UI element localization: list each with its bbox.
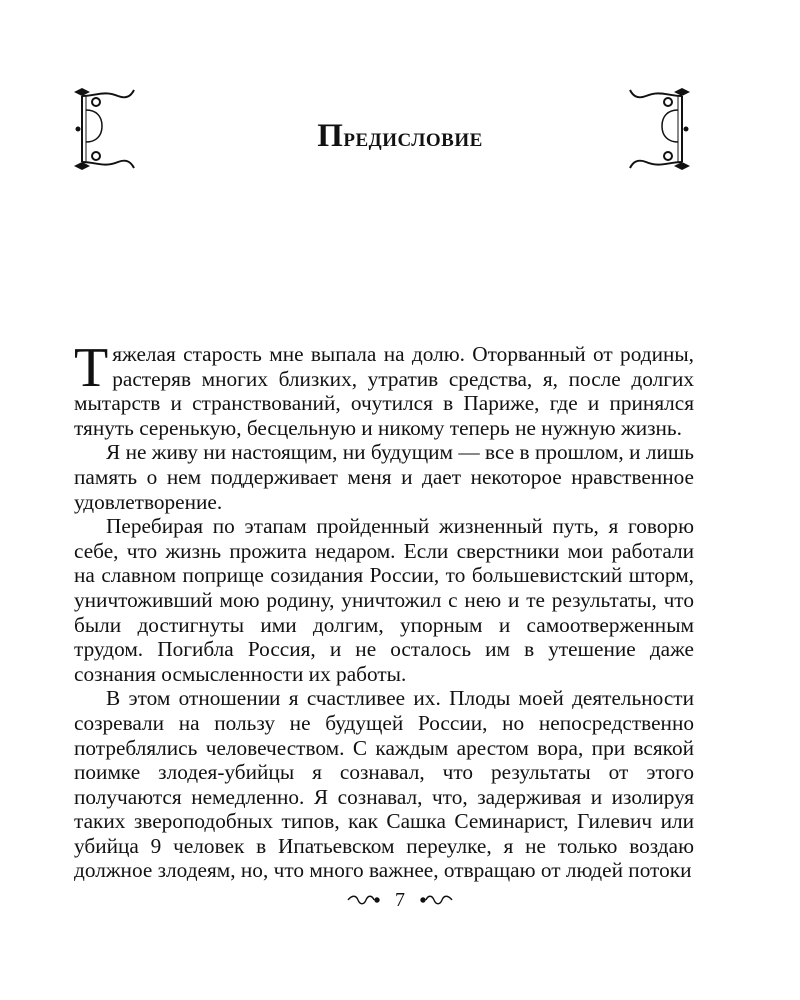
chapter-title-initial: П — [317, 118, 344, 154]
body-text — [74, 337, 694, 883]
paragraph: Я не живу ни настоящим, ни будущим — все в прошлом, и лишь память о нем поддерживает меня и дает некоторое нравственное удовлетворение. — [74, 440, 694, 514]
paragraph: В этом отношении я счастливее их. Плоды моей деятельности созревали на пользу не будущей России, но непосредственно потреблялись человечеством. С каждым арестом вора, при всякой поимке злодея-убийцы я сознавал, что результаты от этого получаются немедленно. Я сознавал, что, задерживая и изолируя таких звероподобных типов, как Сашка Семинарист, Гилевич или убийца 9 человек в Ипатьевском переулке, я не только воздаю должное злодеям, но, что много важнее, отвращаю от людей потоки — [74, 686, 694, 883]
page-footer — [0, 888, 800, 912]
page-number: 7 — [395, 888, 405, 911]
footer-flourish-right-icon — [420, 893, 454, 907]
footer-flourish-left-icon — [346, 893, 380, 907]
paragraph-text: яжелая старость мне выпала на долю. Оторванный от родины, растеряв многих близких, утратив средства, я, после долгих мытарств и странствований, очутился в Париже, где и принялся тянуть серенькую, бесцельную и никому теперь не нужную жизнь. — [74, 342, 694, 440]
chapter-title — [0, 118, 800, 155]
paragraph — [74, 337, 694, 440]
paragraph: Перебирая по этапам пройденный жизненный путь, я говорю себе, что жизнь прожита недаром. Если сверстники мои работали на славном поприще созидания России, то большевистский шторм, уничтоживший мою родину, уничтожил с нею и те результаты, что были достигнуты ими долгим, упорным и самоотверженным трудом. Погибла Россия, и не осталось им в утешение даже сознания осмысленности их работы. — [74, 514, 694, 686]
drop-cap: Т — [74, 337, 109, 399]
chapter-title-rest: редисловие — [343, 122, 483, 152]
